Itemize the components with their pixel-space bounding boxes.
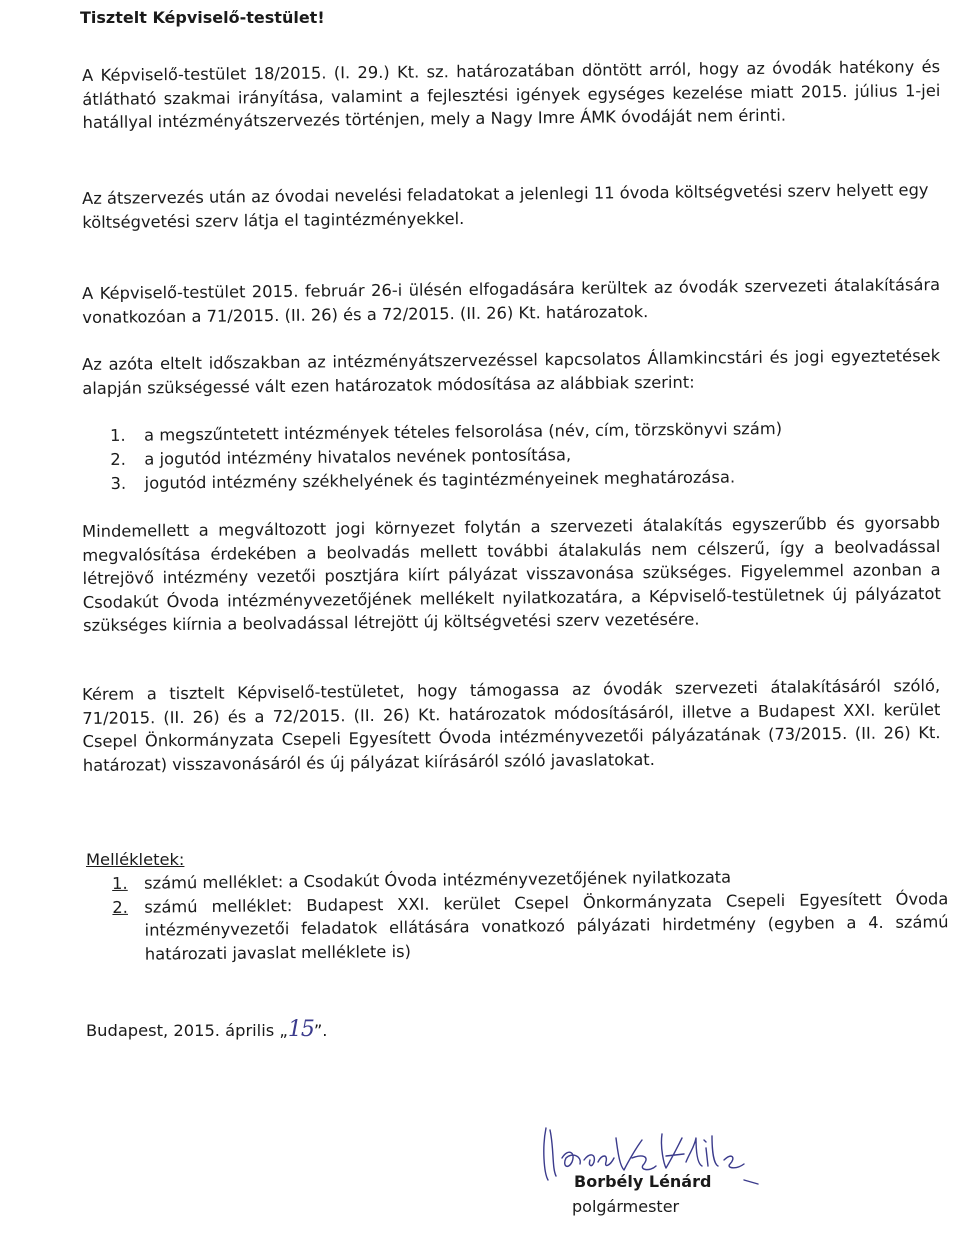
list-item-number: 1. (110, 425, 126, 445)
list-item-text: a megszűntetett intézmények tételes felsorolása (név, cím, törzskönyvi szám) (144, 418, 783, 445)
signer-name: Borbély Lénárd (574, 1172, 712, 1191)
date-suffix: ”. (313, 1021, 328, 1040)
list-item-text: jogutód intézmény székhelyének és tagintézményeinek meghatározása. (144, 467, 736, 493)
paragraph-5: Mindemellett a megváltozott jogi környezet folytán a szervezeti átalakítás egyszerűbb és gyorsabb megvalósítása érdekében a beolvadás mellett további átalakulás nem célszerű, így a beolvadással létrejövő intézmény vezetői posztjára kiírt pályázat visszavonása szükséges. Figyelemmel azonban a Csodakút Óvoda intézményvezetőjének mellékelt nyilatkozatára, a Képviselő-testületnek új pályázatot szükséges kiírnia a beolvadással létrejött új költségvetési szerv vezetésére. (82, 513, 941, 635)
signer-title: polgármester (572, 1197, 680, 1216)
paragraph-6: Kérem a tisztelt Képviselő-testületet, hogy támogassa az óvodák szervezeti átalakításáról szóló, 71/2015. (II. 26) és a 72/2015. (II. 26) Kt. határozatok módosításáról, illetve a Budapest XXI. kerület Csepel Önkormányzata Csepeli Egyesített Óvoda intézményvezetői pályázatának (73/2015. (II. 26) Kt. határozat) visszavonásáról és új pályázat kiírásáról szóló javaslatokat. (82, 676, 941, 775)
changes-list (110, 416, 911, 496)
attachment-text: számú melléklet: a Csodakút Óvoda intézményvezetőjének nyilatkozata (144, 867, 732, 893)
attachment-number: 2. (112, 897, 129, 917)
date-line (86, 1017, 327, 1042)
paragraph-4: Az azóta eltelt időszakban az intézményátszervezéssel kapcsolatos Államkincstári és jogi egyeztetések alapján szükségessé vált ezen határozatok módosítása az alábbiak szerint: (82, 346, 941, 398)
attachments-list (112, 863, 949, 966)
attachment-number: 1. (112, 873, 128, 893)
attachment-text: számú melléklet: Budapest XXI. kerület Csepel Önkormányzata Csepeli Egyesített Óvoda intézményvezetői feladatok ellátására vonatkozó pályázati hirdetmény (egyben a 4. számú határozati javaslat melléklete is) (144, 888, 949, 964)
paragraph-2: Az átszervezés után az óvodai nevelési feladatokat a jelenlegi 11 óvoda költségvetési szerv helyett egy költségvetési szerv látja el tagintézményekkel. (82, 180, 929, 232)
list-item-number: 3. (110, 473, 127, 493)
paragraph-3: A Képviselő-testület 2015. február 26-i ülésén elfogadására kerültek az óvodák szervezeti átalakítására vonatkozóan a 71/2015. (II. 26) és a 72/2015. (II. 26) Kt. határozatok. (82, 275, 941, 327)
list-item-number: 2. (110, 449, 127, 469)
salutation: Tisztelt Képviselő-testület! (80, 8, 325, 27)
list-item-text: a jogutód intézmény hivatalos nevének pontosítása, (144, 445, 572, 469)
attachments-title: Mellékletek: (86, 850, 185, 869)
attachment-item (112, 887, 949, 966)
handwritten-day: 15 (287, 1017, 314, 1042)
paragraph-1: A Képviselő-testület 18/2015. (I. 29.) Kt. sz. határozatában döntött arról, hogy az óvodák hatékony és átlátható szakmai irányítása, valamint a fejlesztési igények egységes kezelése miatt 2015. július 1-jei hatállyal intézményátszervezés történjen, mely a Nagy Imre ÁMK óvodáját nem érinti. (82, 57, 941, 132)
date-prefix: Budapest, 2015. április „ (86, 1021, 288, 1040)
